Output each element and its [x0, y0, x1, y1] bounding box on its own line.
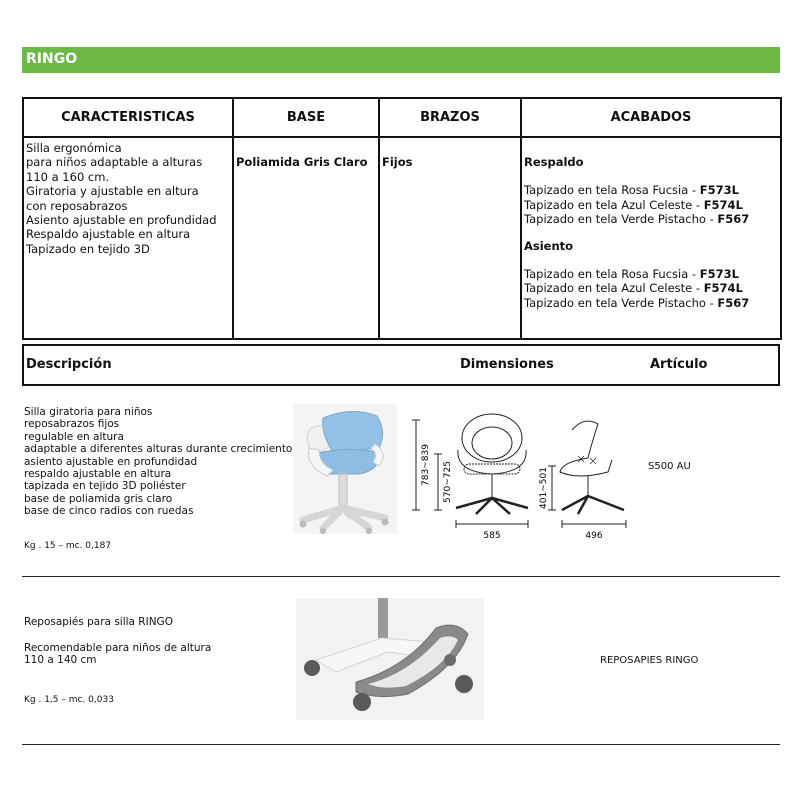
dim-height-total: 783~839 — [421, 444, 431, 486]
articulo-label: Artículo — [650, 357, 708, 372]
description-line: Silla giratoria para niños — [24, 406, 153, 418]
product2-title: Reposapiés para silla RINGO — [24, 616, 173, 628]
base-value: Poliamida Gris Claro — [236, 155, 368, 169]
caracteristica-line: 110 a 160 cm. — [26, 169, 110, 184]
dim-height-seat: 570~725 — [443, 461, 453, 503]
brazos-value: Fijos — [382, 155, 413, 169]
respaldo-finish: Tapizado en tela Verde Pistacho - F567 — [524, 212, 750, 227]
caracteristica-line: para niños adaptable a alturas — [26, 155, 203, 170]
footrest-photo — [296, 598, 484, 720]
caracteristica-line: Asiento ajustable en profundidad — [26, 213, 217, 228]
description-line: regulable en altura — [24, 430, 124, 443]
description-line: base de cinco radios con ruedas — [24, 505, 194, 518]
asiento-finish: Tapizado en tela Verde Pistacho - F567 — [524, 295, 750, 310]
divider — [22, 576, 780, 577]
caracteristicas-cell — [23, 137, 233, 339]
product2-description — [24, 642, 211, 667]
description-line: respaldo ajustable en altura — [24, 468, 172, 481]
description-line: base de poliamida gris claro — [24, 492, 173, 505]
asiento-finish: Tapizado en tela Rosa Fucsia - F573L — [524, 267, 739, 282]
asiento-title: Asiento — [524, 238, 574, 253]
caracteristica-line: con reposabrazos — [26, 198, 128, 213]
description-line: asiento ajustable en profundidad — [24, 455, 198, 468]
dim-depth: 496 — [585, 531, 603, 541]
description-line: 110 a 140 cm — [24, 654, 97, 667]
spec-table — [22, 97, 782, 340]
description-line: adaptable a diferentes alturas durante crecimiento — [24, 443, 293, 456]
brazos-cell — [379, 137, 521, 339]
caracteristica-line: Giratoria y ajustable en altura — [26, 184, 199, 199]
title-banner — [22, 47, 780, 73]
product2-weight: Kg . 1,5 – mc. 0,033 — [24, 695, 114, 705]
asiento-finish: Tapizado en tela Azul Celeste - F574L — [524, 281, 743, 296]
caracteristica-line: Silla ergonómica — [26, 141, 122, 155]
respaldo-title: Respaldo — [524, 155, 584, 169]
header-caracteristicas: CARACTERISTICAS — [23, 98, 233, 137]
divider — [22, 744, 780, 745]
base-cell — [233, 137, 379, 339]
header-acabados: ACABADOS — [521, 98, 781, 137]
caracteristica-line: Respaldo ajustable en altura — [26, 227, 191, 242]
description-line: tapizada en tejido 3D poliéster — [24, 480, 186, 493]
dim-width: 585 — [483, 531, 501, 541]
chair-photo — [293, 404, 397, 534]
respaldo-finish: Tapizado en tela Azul Celeste - F574L — [524, 197, 743, 212]
description-line: Recomendable para niños de altura — [24, 642, 212, 654]
product1-weight: Kg . 15 – mc. 0,187 — [24, 541, 112, 551]
descripcion-label: Descripción — [26, 357, 112, 372]
acabados-cell — [521, 137, 781, 339]
dimension-drawing — [412, 410, 642, 545]
description-line: reposabrazos fijos — [24, 418, 120, 431]
dim-seat-depth: 401~501 — [539, 467, 549, 509]
respaldo-finish: Tapizado en tela Rosa Fucsia - F573L — [524, 183, 739, 198]
dimensiones-label: Dimensiones — [460, 357, 554, 372]
page-title: RINGO — [26, 51, 78, 67]
header-base: BASE — [233, 98, 379, 137]
header-brazos: BRAZOS — [379, 98, 521, 137]
description-header — [22, 344, 780, 386]
product1-description — [24, 406, 292, 518]
caracteristica-line: Tapizado en tejido 3D — [26, 241, 150, 256]
product2-article: REPOSAPIES RINGO — [600, 655, 699, 666]
product1-article: S500 AU — [648, 461, 691, 472]
